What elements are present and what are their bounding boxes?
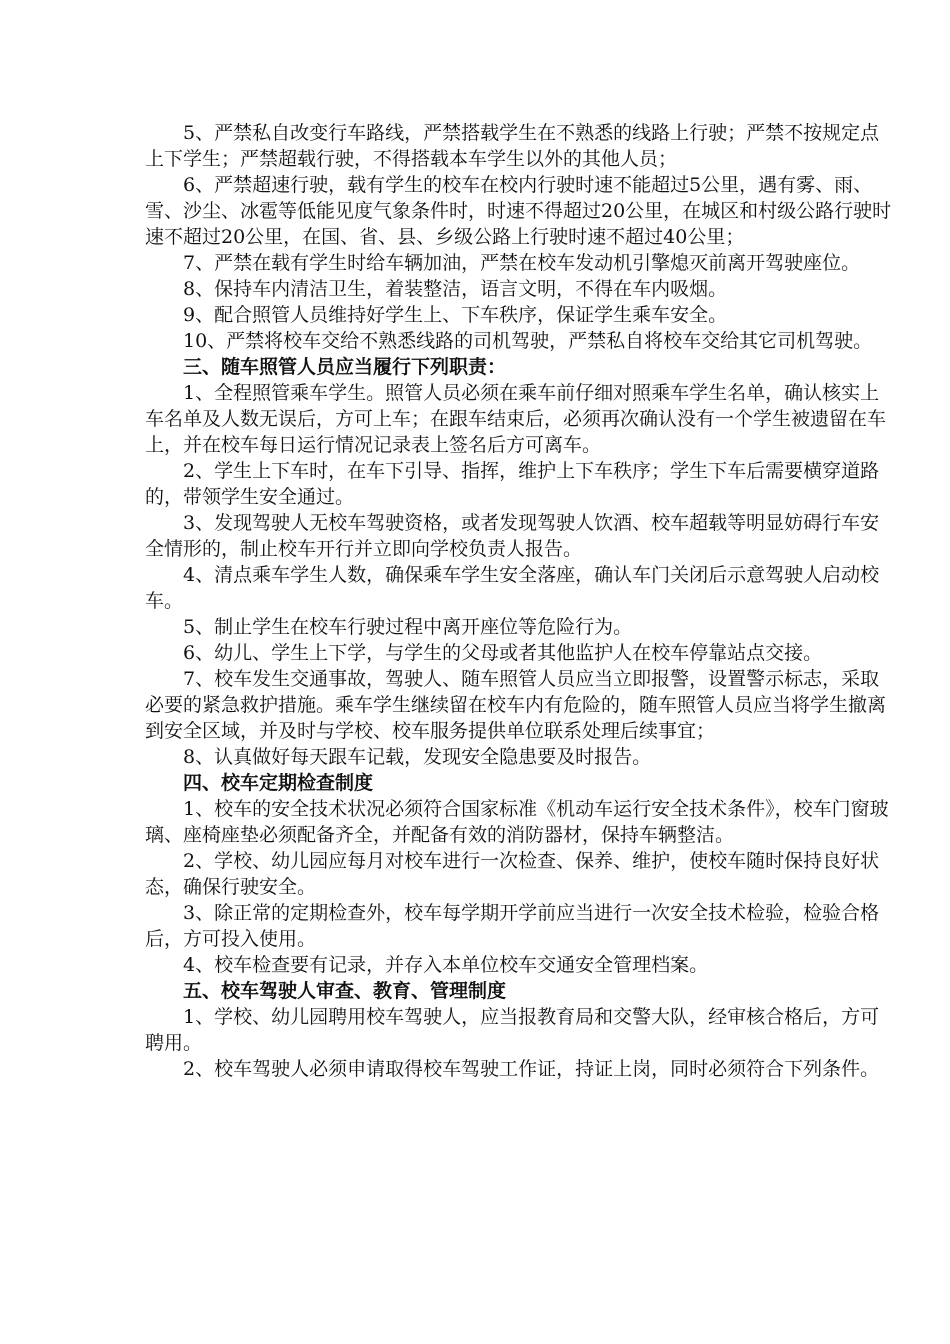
paragraph-3-8: 8、认真做好每天跟车记载，发现安全隐患要及时报告。 bbox=[183, 746, 652, 768]
paragraph-4-3: 3、除正常的定期检查外，校车每学期开学前应当进行一次安全技术检验，检验合格后，方可投入使用。 bbox=[145, 902, 880, 950]
paragraph-4-4: 4、校车检查要有记录，并存入本单位校车交通安全管理档案。 bbox=[183, 954, 709, 976]
paragraph-4-2: 2、学校、幼儿园应每月对校车进行一次检查、保养、维护，使校车随时保持良好状态，确保行驶安全。 bbox=[145, 850, 880, 898]
paragraph-5-route: 5、严禁私自改变行车路线，严禁搭载学生在不熟悉的线路上行驶；严禁不按规定点上下学生；严禁超载行驶，不得搭载本车学生以外的其他人员； bbox=[145, 122, 880, 170]
paragraph-6-speed: 6、严禁超速行驶，载有学生的校车在校内行驶时速不能超过5公里，遇有雾、雨、雪、沙尘、冰雹等低能见度气象条件时，时速不得超过20公里，在城区和村级公路行驶时速不超过20公里，在国、省、县、乡级公路上行驶时速不超过40公里； bbox=[145, 174, 892, 248]
paragraph-3-6: 6、幼儿、学生上下学，与学生的父母或者其他监护人在校车停靠站点交接。 bbox=[183, 642, 823, 664]
paragraph-5-1: 1、学校、幼儿园聘用校车驾驶人，应当报教育局和交警大队，经审核合格后，方可聘用。 bbox=[145, 1006, 880, 1054]
paragraph-3-2: 2、学生上下车时，在车下引导、指挥，维护上下车秩序；学生下车后需要横穿道路的，带领学生安全通过。 bbox=[145, 460, 880, 508]
paragraph-3-7: 7、校车发生交通事故，驾驶人、随车照管人员应当立即报警，设置警示标志，采取必要的紧急救护措施。乘车学生继续留在校车内有危险的，随车照管人员应当将学生撤离到安全区域，并及时与学校、校车服务提供单位联系处理后续事宜； bbox=[145, 668, 887, 742]
paragraph-9-order: 9、配合照管人员维持好学生上、下车秩序，保证学生乘车安全。 bbox=[183, 304, 728, 326]
paragraph-10-driver: 10、严禁将校车交给不熟悉线路的司机驾驶，严禁私自将校车交给其它司机驾驶。 bbox=[183, 330, 873, 352]
paragraph-3-5: 5、制止学生在校车行驶过程中离开座位等危险行为。 bbox=[183, 616, 633, 638]
paragraph-4-1: 1、校车的安全技术状况必须符合国家标准《机动车运行安全技术条件》，校车门窗玻璃、座椅座垫必须配备齐全，并配备有效的消防器材，保持车辆整洁。 bbox=[145, 798, 889, 846]
paragraph-5-2: 2、校车驾驶人必须申请取得校车驾驶工作证，持证上岗，同时必须符合下列条件。 bbox=[183, 1058, 880, 1080]
section-heading-4: 四、校车定期检查制度 bbox=[183, 772, 374, 794]
section-heading-3: 三、随车照管人员应当履行下列职责： bbox=[183, 356, 507, 378]
paragraph-7-refuel: 7、严禁在载有学生时给车辆加油，严禁在校车发动机引擎熄灭前离开驾驶座位。 bbox=[183, 252, 861, 274]
paragraph-3-4: 4、清点乘车学生人数，确保乘车学生安全落座，确认车门关闭后示意驾驶人启动校车。 bbox=[145, 564, 880, 612]
document-page bbox=[145, 120, 895, 1082]
paragraph-3-1: 1、全程照管乘车学生。照管人员必须在乘车前仔细对照乘车学生名单，确认核实上车名单及人数无误后，方可上车；在跟车结束后，必须再次确认没有一个学生被遗留在车上，并在校车每日运行情况记录表上签名后方可离车。 bbox=[145, 382, 887, 456]
section-heading-5: 五、校车驾驶人审查、教育、管理制度 bbox=[183, 980, 507, 1002]
paragraph-8-clean: 8、保持车内清洁卫生，着装整洁，语言文明，不得在车内吸烟。 bbox=[183, 278, 728, 300]
paragraph-3-3: 3、发现驾驶人无校车驾驶资格，或者发现驾驶人饮酒、校车超载等明显妨碍行车安全情形的，制止校车开行并立即向学校负责人报告。 bbox=[145, 512, 880, 560]
